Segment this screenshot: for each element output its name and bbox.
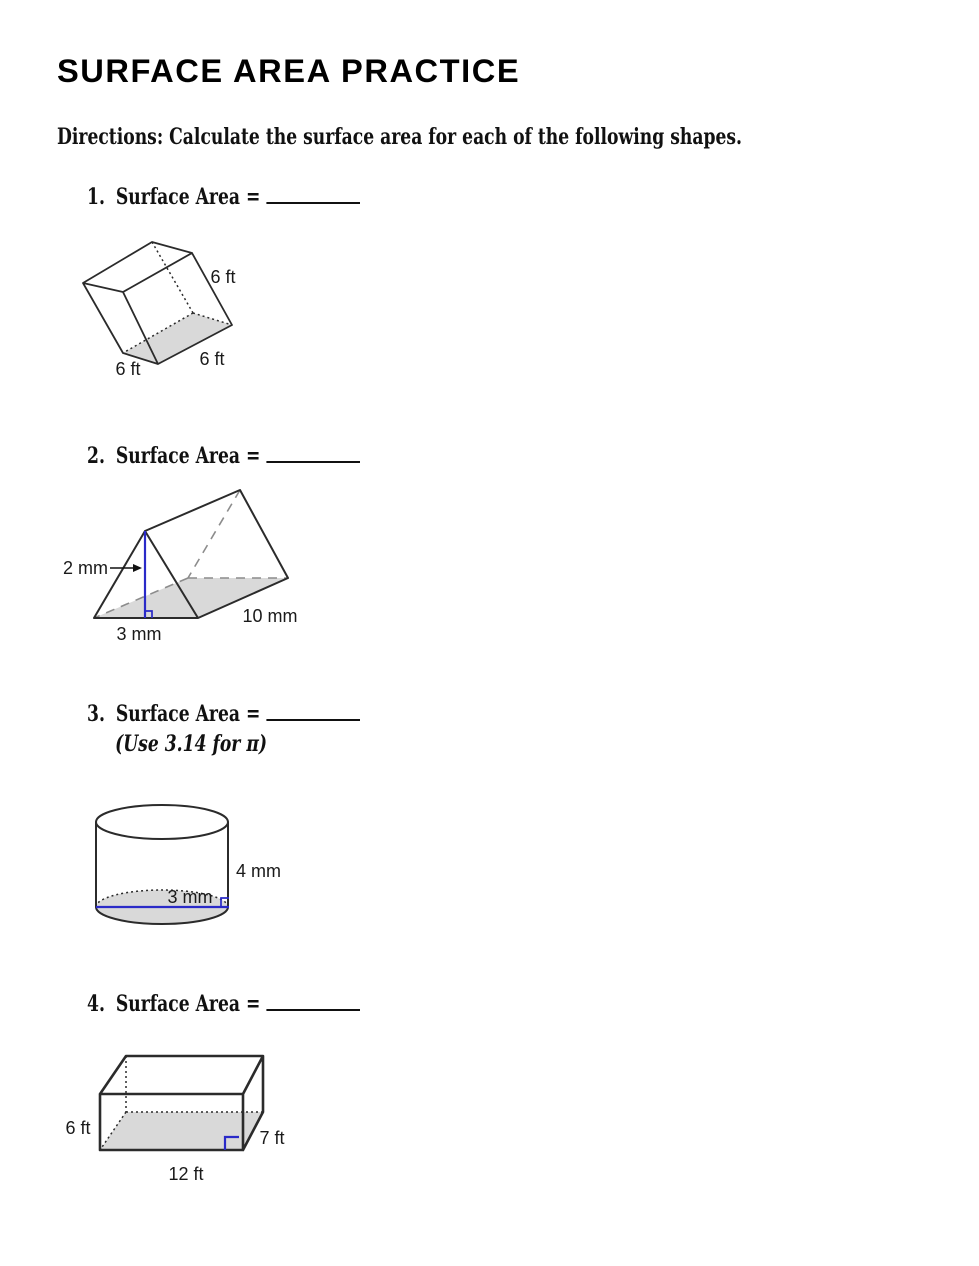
answer-blank xyxy=(267,717,361,721)
box-height-label: 6 ft xyxy=(65,1118,91,1138)
surface-area-label: Surface Area = xyxy=(115,443,261,469)
problem-2-row xyxy=(87,443,360,469)
cylinder-top-face xyxy=(96,805,228,839)
surface-area-label: Surface Area = xyxy=(115,184,261,210)
problem-3-row xyxy=(87,701,360,727)
page-title: SURFACE AREA PRACTICE xyxy=(57,53,521,89)
problem-1-row xyxy=(87,184,360,210)
directions-text: Directions: Calculate the surface area for each of the following shapes. xyxy=(57,124,743,150)
problem-4-row xyxy=(87,991,360,1017)
problem-3-note xyxy=(87,731,267,757)
cube-base-right-label: 6 ft xyxy=(199,349,225,369)
problem-number: 3. xyxy=(87,701,105,727)
prism-base-label: 3 mm xyxy=(116,624,162,644)
box-depth-label: 7 ft xyxy=(259,1128,285,1148)
problem-number: 2. xyxy=(87,443,105,469)
surface-area-label: Surface Area = xyxy=(115,701,261,727)
arrow-icon xyxy=(133,564,142,572)
problem-number: 1. xyxy=(87,184,105,210)
cylinder-height-label: 4 mm xyxy=(236,861,281,881)
problem-number: 4. xyxy=(87,991,105,1017)
prism-length-label: 10 mm xyxy=(242,606,298,626)
cube-edge-label: 6 ft xyxy=(210,267,236,287)
cylinder-radius-label: 3 mm xyxy=(167,887,213,907)
answer-blank xyxy=(267,459,361,463)
cylinder-diagram xyxy=(85,793,300,928)
surface-area-label: Surface Area = xyxy=(115,991,261,1017)
cube-base-left-label: 6 ft xyxy=(115,359,141,379)
answer-blank xyxy=(267,200,361,204)
prism-height-label: 2 mm xyxy=(63,558,108,578)
triangular-prism-diagram xyxy=(55,478,325,653)
box-bottom-face xyxy=(100,1112,263,1150)
pi-note-text: (Use 3.14 for π) xyxy=(115,731,268,757)
rectangular-prism-diagram xyxy=(55,1040,310,1190)
answer-blank xyxy=(267,1007,361,1011)
cube-diagram xyxy=(70,228,260,388)
box-length-label: 12 ft xyxy=(168,1164,204,1184)
